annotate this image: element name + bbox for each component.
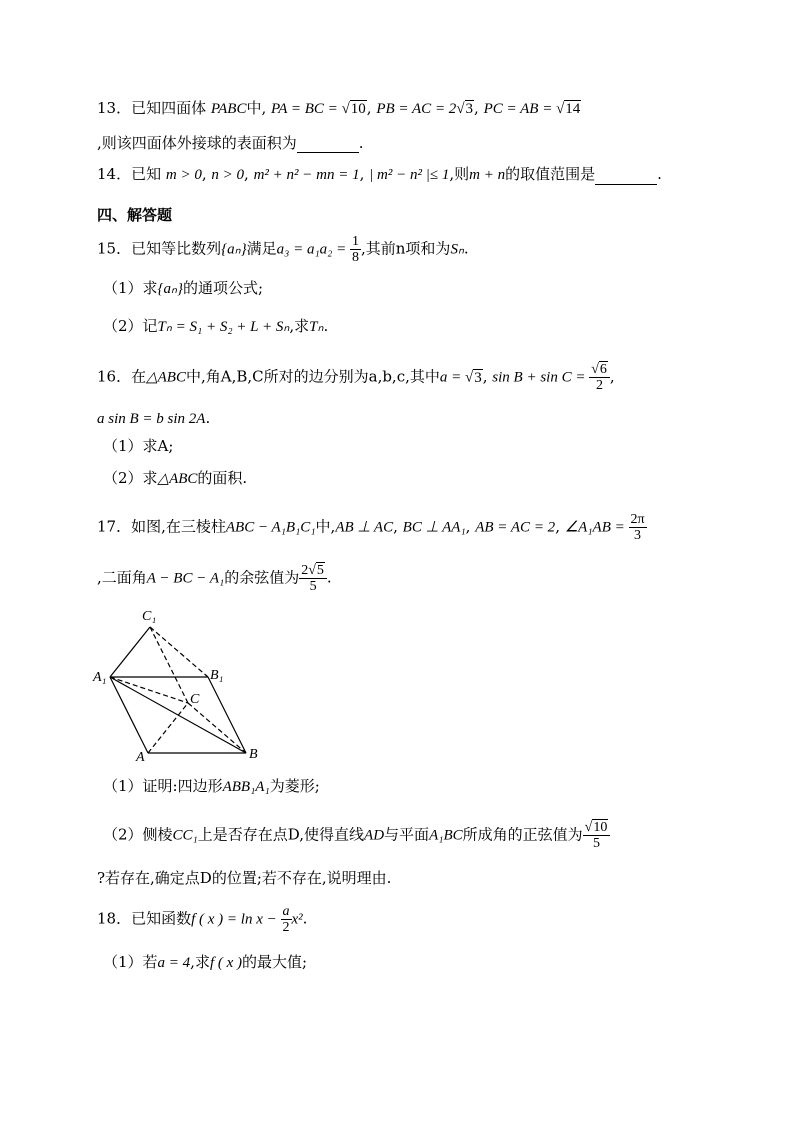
edge-C-B	[188, 703, 246, 753]
q16-p2-triangle: △ABC	[157, 471, 198, 487]
q16-sqrt3: 3	[474, 369, 482, 386]
q17-part1	[103, 776, 320, 797]
q14-tail: 的取值范围是	[505, 165, 596, 183]
q17-number: 17．	[97, 517, 132, 536]
q17-part2-line1	[103, 820, 610, 851]
q17-p2-mid3: 所成角的正弦值为	[462, 825, 583, 844]
q16-end: .	[205, 409, 211, 427]
q13-end: .	[358, 134, 364, 152]
q14-mid: ,则	[449, 165, 470, 183]
edge-B1-B	[208, 677, 246, 753]
q17-cond1: AB ⊥ AC	[335, 519, 394, 536]
q18-function: f ( x ) = ln x −	[191, 911, 281, 928]
q15-part2	[103, 316, 328, 337]
q17-part2-line2: ?若存在,确定点D的位置;若不存在,说明理由.	[97, 869, 392, 887]
q16-condition: a sin B = b sin 2A	[97, 411, 206, 427]
q17-cond4: ∠A₁AB =	[564, 519, 629, 536]
q17-cos-coef: 2	[301, 563, 309, 578]
q15-p2-expr: Tₙ = S₁ + S₂ + L + Sₙ	[157, 319, 290, 335]
q16-part2	[103, 468, 247, 489]
q18-fraction	[281, 904, 292, 935]
q15-end: .	[463, 239, 469, 258]
label-B1: B₁	[210, 668, 224, 683]
q14-end: .	[657, 165, 662, 183]
q17-mid: 中,	[315, 517, 336, 536]
q14-cond-eq: m² + n² − mn = 1	[253, 167, 360, 183]
q14-cond-n: n > 0	[211, 167, 245, 183]
q18-p1-a: a = 4	[157, 955, 191, 971]
q17-sin-fraction	[583, 820, 611, 851]
q17-p1-quad: ABB₁A₁	[222, 779, 270, 795]
q16-part1: （1）求A;	[103, 437, 174, 455]
q15-seq: {aₙ}	[221, 241, 247, 258]
q17-line2	[97, 563, 332, 594]
q16-sin-eq: sin B + sin C =	[492, 369, 590, 386]
q15-number: 15．	[97, 239, 132, 258]
q13-lead: 已知四面体	[131, 99, 207, 117]
q15-p2-mid: ,求	[289, 317, 310, 335]
fraction-numerator: √6	[589, 362, 610, 378]
q16-line2	[97, 408, 210, 429]
q18-end: .	[302, 909, 308, 928]
q15-lead: 已知等比数列	[131, 239, 222, 258]
q14-expr: m + n	[469, 167, 506, 183]
edge-A1-A	[110, 677, 148, 753]
q14-line: 14．已知 m > 0, n > 0, m² + n² − mn = 1, | m² − n² |≤ 1,则m + n的取值范围是 .	[97, 165, 662, 183]
q13-sqrt10: 10	[350, 101, 366, 117]
q15-fraction	[350, 234, 361, 265]
q13-sqrt14: 14	[565, 101, 581, 117]
q18-p1-f: f ( x )	[209, 955, 243, 971]
q18-line	[97, 904, 307, 935]
q17-p2-mid1: 上是否存在点D,使得直线	[197, 825, 365, 844]
q17-line2-mid: 的余弦值为	[224, 568, 300, 587]
prism-figure	[90, 605, 280, 775]
q13-line1: 13．已知四面体 PABC中, PA = BC = √10, PB = AC = 2√3, PC = AB = √14	[97, 99, 581, 117]
q14-lead: 已知	[131, 165, 162, 183]
q17-cond3: AB = AC = 2	[475, 519, 556, 536]
q13-sqrt3: 3	[465, 101, 474, 117]
q15-p2-end: .	[323, 317, 329, 335]
q17-p1-post: 为菱形;	[269, 777, 320, 795]
q18-p1-mid: ,求	[190, 953, 210, 971]
q15-cond: a₃ = a₁a₂ =	[276, 241, 350, 258]
q15-p2-pre: （2）记	[103, 317, 158, 335]
q16-p2-post: 的面积.	[197, 469, 248, 487]
q16-number: 16．	[97, 367, 132, 386]
q15-p1-pre: （1）求	[103, 279, 158, 297]
fraction-numerator: 1	[352, 234, 359, 249]
q15-cond-pre: 满足	[246, 239, 277, 258]
q18-p1-post: 的最大值;	[242, 953, 308, 971]
edge-A1-C1	[110, 627, 150, 677]
q15-p2-t: Tₙ	[309, 319, 324, 335]
q13-eq1: PA = BC =	[271, 101, 342, 117]
q17-cond2: BC ⊥ AA₁	[402, 519, 466, 536]
q18-part1	[103, 952, 307, 973]
q16-a-eq: a =	[439, 369, 465, 386]
q17-p2-ad: AD	[364, 827, 385, 844]
q15-part1	[103, 278, 263, 299]
q15-p1-seq: {aₙ}	[157, 281, 184, 297]
section-title: 四、解答题	[97, 206, 173, 224]
q16-p2-pre: （2）求	[103, 469, 158, 487]
edge-A-C	[148, 703, 188, 753]
q17-sin-sqrt10: 10	[593, 820, 608, 835]
fraction-denominator: 8	[352, 250, 359, 265]
q18-lead: 已知函数	[131, 909, 192, 928]
q17-line2-end: .	[326, 568, 332, 587]
q14-number: 14．	[97, 165, 132, 183]
q13-eq3: PC = AB =	[483, 101, 557, 117]
q17-p2-cc: CC₁	[172, 827, 198, 844]
q14-answer-blank	[595, 164, 657, 185]
q15-tail: ,其前n项和为	[361, 239, 451, 258]
q13-mid: 中	[246, 99, 262, 117]
q16-lead: 在	[131, 367, 147, 386]
q17-p2-mid2: 与平面	[384, 825, 430, 844]
fraction-numerator: √10	[583, 820, 611, 836]
q13-eq2: PB = AC = 2	[376, 101, 457, 117]
q17-p1-pre: （1）证明:四边形	[103, 777, 223, 795]
q17-p2-plane: A₁BC	[429, 827, 463, 844]
fraction-numerator: a	[282, 904, 290, 919]
q17-cos-fraction	[299, 563, 327, 594]
fraction-denominator: 2	[596, 378, 604, 393]
q17-cos-sqrt5: 5	[316, 563, 324, 578]
q16-fraction	[589, 362, 610, 393]
edge-C1-C	[150, 627, 188, 703]
sqrt-sign: √	[465, 369, 474, 386]
label-C: C	[190, 692, 200, 707]
fraction-denominator: 5	[592, 836, 600, 851]
fraction-denominator: 3	[634, 528, 642, 543]
q17-dihedral: A − BC − A₁	[146, 570, 225, 587]
q16-sqrt6: 6	[599, 362, 607, 377]
q13-answer-blank	[297, 132, 359, 153]
q18-x-squared: x²	[291, 911, 303, 928]
q15-sn: Sₙ	[450, 241, 464, 258]
q14-cond-abs: | m² − n² |≤ 1	[369, 167, 450, 183]
q13-number: 13．	[97, 99, 132, 117]
q17-angle-fraction	[629, 512, 647, 543]
q15-line	[97, 234, 469, 265]
label-B: B	[249, 747, 258, 762]
q15-p1-post: 的通项公式;	[183, 279, 264, 297]
sqrt-sign: √	[456, 101, 465, 117]
q16-line1: 16．在△ABC中,角A,B,C所对的边分别为a,b,c,其中a = √3, sin B + sin C = $\frac{√6}{2}$ ,	[97, 362, 615, 393]
label-A: A	[136, 750, 145, 765]
fraction-numerator: 2π	[630, 512, 645, 527]
q14-cond-m: m > 0	[165, 167, 202, 183]
edge-C1-B1	[150, 627, 208, 677]
q13-line2-text: ,则该四面体外接球的表面积为	[97, 134, 297, 152]
q16-body: 中,角A,B,C所对的边分别为a,b,c,其中	[185, 367, 440, 386]
q13-tetrahedron: PABC	[210, 101, 247, 117]
fraction-numerator: 2√5	[299, 563, 327, 579]
label-A1: A₁	[93, 670, 107, 685]
q16-triangle: △ABC	[146, 369, 186, 386]
q17-line2-pre: ,二面角	[97, 568, 147, 587]
q17-prism: ABC − A₁B₁C₁	[225, 519, 316, 536]
fraction-denominator: 5	[309, 579, 317, 594]
q17-p2-pre: （2）侧棱	[103, 825, 173, 844]
label-C1: C₁	[142, 609, 157, 624]
q17-lead: 如图,在三棱柱	[131, 517, 226, 536]
q17-line1: 17．如图,在三棱柱ABC − A₁B₁C₁中,AB ⊥ AC, BC ⊥ AA₁, AB = AC = 2, ∠A₁AB = $\frac{2\pi}{3}$	[97, 512, 645, 543]
q18-number: 18．	[97, 909, 132, 928]
q18-p1-pre: （1）若	[103, 953, 158, 971]
fraction-denominator: 2	[282, 920, 290, 935]
q13-line2	[97, 132, 364, 153]
sqrt-sign: √	[341, 101, 350, 117]
sqrt-sign: √	[556, 101, 565, 117]
